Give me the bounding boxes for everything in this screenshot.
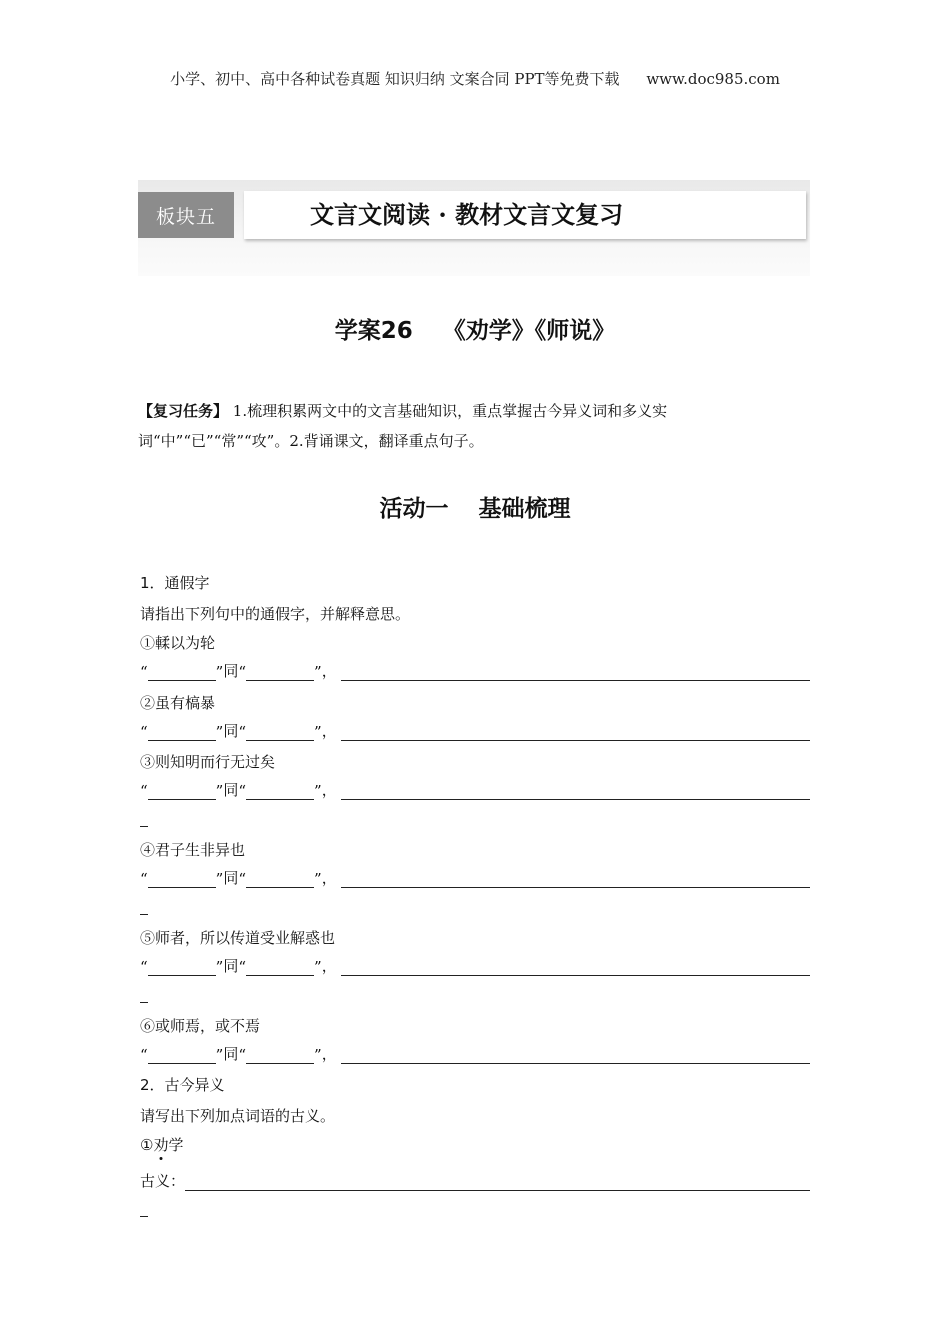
comma: ，: [321, 722, 337, 740]
ancient-meaning-label: 古义：: [140, 1172, 186, 1190]
open-quote: “: [238, 782, 247, 800]
open-quote: “: [238, 663, 247, 681]
original-char-blank[interactable]: [148, 961, 216, 976]
close-quote: ”: [215, 958, 224, 976]
lesson-number: 学案26: [334, 318, 413, 344]
same-as-label: 同: [223, 722, 239, 740]
tongjia-char-blank[interactable]: [246, 961, 314, 976]
item-number: ①: [140, 1136, 154, 1154]
close-quote: ”: [215, 723, 224, 741]
open-quote: “: [140, 870, 148, 888]
close-quote: ”: [314, 723, 322, 741]
question-item: ①輮以为轮: [140, 634, 216, 652]
review-task: [138, 396, 810, 456]
banner-tag: 板块五: [138, 192, 234, 238]
tongjia-char-blank[interactable]: [246, 666, 314, 681]
meaning-blank[interactable]: [341, 1049, 810, 1064]
section-heading-tongjiazi: 1．通假字: [140, 574, 210, 592]
close-quote: ”: [215, 1046, 224, 1064]
original-char-blank[interactable]: [148, 1049, 216, 1064]
close-quote: ”: [314, 870, 322, 888]
continuation-dash: [140, 1216, 148, 1217]
continuation-dash: [140, 1002, 148, 1003]
same-as-label: 同: [223, 1045, 239, 1063]
open-quote: “: [140, 663, 148, 681]
meaning-blank[interactable]: [341, 873, 810, 888]
open-quote: “: [238, 1046, 247, 1064]
comma: ，: [321, 781, 337, 799]
answer-blank-row: [140, 1043, 810, 1064]
comma: ，: [321, 662, 337, 680]
close-quote: ”: [314, 958, 322, 976]
close-quote: ”: [215, 870, 224, 888]
original-char-blank[interactable]: [148, 785, 216, 800]
item-rest: 学: [168, 1136, 184, 1154]
section-instruction: 请指出下列句中的通假字，并解释意思。: [140, 605, 411, 623]
same-as-label: 同: [223, 869, 239, 887]
original-char-blank[interactable]: [148, 726, 216, 741]
tongjia-char-blank[interactable]: [246, 785, 314, 800]
tongjia-char-blank[interactable]: [246, 726, 314, 741]
activity-title: [0, 490, 950, 523]
close-quote: ”: [314, 1046, 322, 1064]
question-item: [140, 1134, 183, 1155]
close-quote: ”: [314, 663, 322, 681]
activity-subtitle: 基础梳理: [478, 496, 571, 522]
comma: ，: [321, 869, 337, 887]
original-char-blank[interactable]: [148, 666, 216, 681]
header-url[interactable]: www.doc985.com: [646, 70, 780, 88]
dotted-word: 劝: [153, 1136, 169, 1154]
close-quote: ”: [215, 663, 224, 681]
meaning-blank[interactable]: [341, 666, 810, 681]
section-instruction: 请写出下列加点词语的古义。: [140, 1107, 336, 1125]
open-quote: “: [238, 723, 247, 741]
open-quote: “: [238, 958, 247, 976]
task-text: 1.梳理积累两文中的文言基础知识，重点掌握古今异义词和多义实词“中”“已”“常”“攻”。2.背诵课文，翻译重点句子。: [138, 402, 668, 450]
open-quote: “: [140, 723, 148, 741]
continuation-dash: [140, 914, 148, 915]
question-item: ③则知明而行无过矣: [140, 753, 276, 771]
answer-blank-row: [140, 720, 810, 741]
lesson-texts: 《劝学》《师说》: [442, 318, 616, 344]
activity-name: 活动一: [379, 496, 449, 522]
question-item: ⑤师者，所以传道受业解惑也: [140, 929, 336, 947]
section-banner: [138, 180, 810, 276]
ancient-meaning-row: [140, 1170, 810, 1191]
page-header: [0, 68, 950, 89]
meaning-blank[interactable]: [341, 785, 810, 800]
tongjia-char-blank[interactable]: [246, 1049, 314, 1064]
open-quote: “: [140, 1046, 148, 1064]
answer-blank-row: [140, 660, 810, 681]
banner-title: 文言文阅读 · 教材文言文复习: [244, 191, 806, 239]
question-item: ④君子生非异也: [140, 841, 246, 859]
answer-blank-row: [140, 955, 810, 976]
same-as-label: 同: [223, 957, 239, 975]
continuation-dash: [140, 826, 148, 827]
same-as-label: 同: [223, 781, 239, 799]
open-quote: “: [238, 870, 247, 888]
close-quote: ”: [314, 782, 322, 800]
open-quote: “: [140, 958, 148, 976]
answer-blank-row: [140, 779, 810, 800]
question-item: ②虽有槁暴: [140, 694, 216, 712]
comma: ，: [321, 957, 337, 975]
section-heading-gujinyiyi: 2．古今异义: [140, 1076, 225, 1094]
meaning-blank[interactable]: [341, 726, 810, 741]
ancient-meaning-blank[interactable]: [185, 1176, 810, 1191]
meaning-blank[interactable]: [341, 961, 810, 976]
close-quote: ”: [215, 782, 224, 800]
header-text: 小学、初中、高中各种试卷真题 知识归纳 文案合同 PPT等免费下载: [170, 70, 620, 88]
comma: ，: [321, 1045, 337, 1063]
answer-blank-row: [140, 867, 810, 888]
open-quote: “: [140, 782, 148, 800]
original-char-blank[interactable]: [148, 873, 216, 888]
question-item: ⑥或师焉，或不焉: [140, 1017, 261, 1035]
task-label: 【复习任务】: [138, 402, 229, 420]
tongjia-char-blank[interactable]: [246, 873, 314, 888]
same-as-label: 同: [223, 662, 239, 680]
lesson-title: [0, 312, 950, 345]
